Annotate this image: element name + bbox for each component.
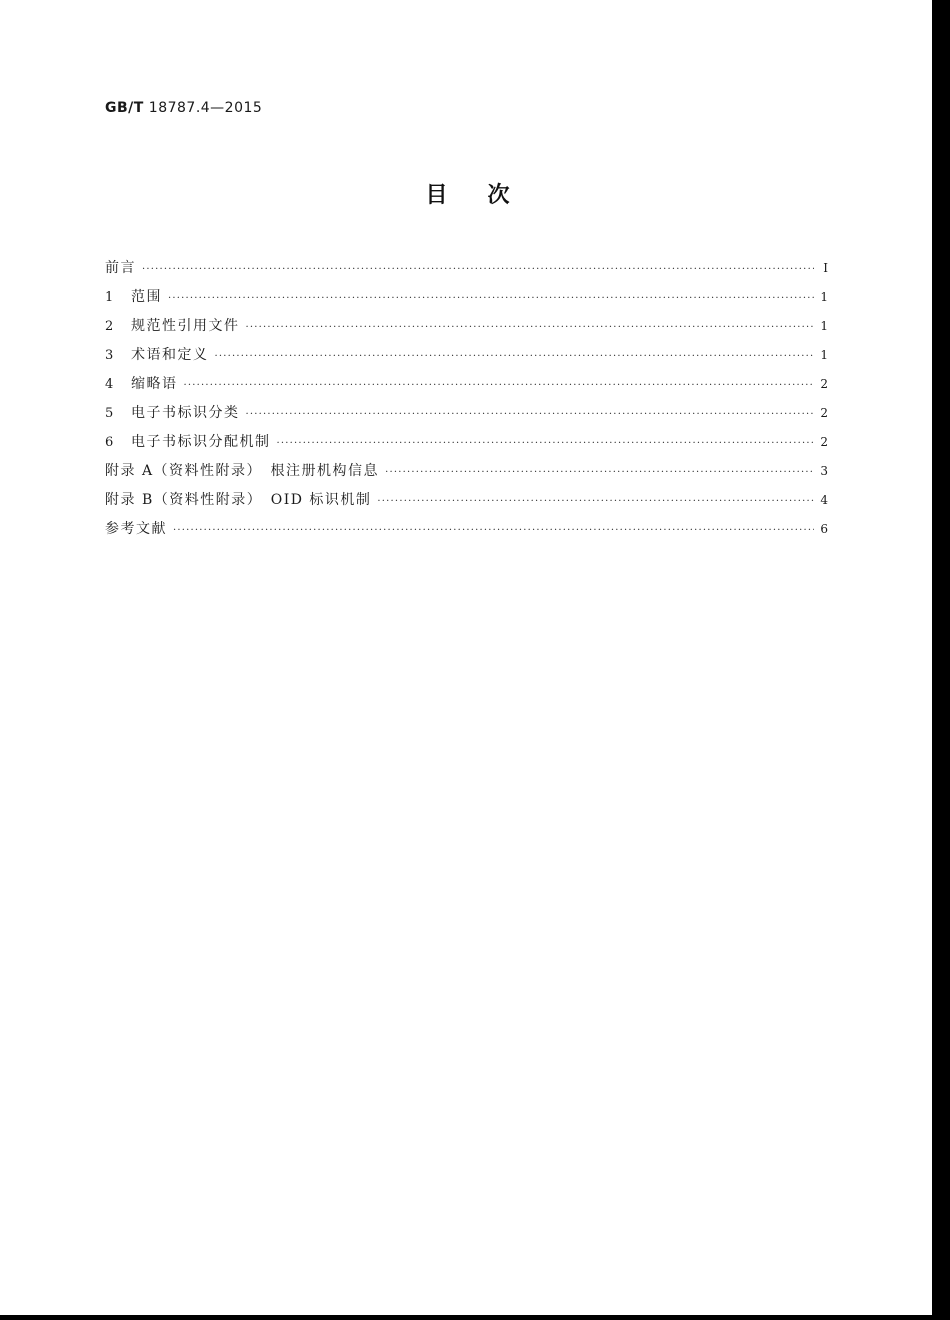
toc-entry-title: 范围 bbox=[131, 289, 162, 305]
table-of-contents bbox=[105, 254, 828, 544]
toc-entry-page: 2 bbox=[820, 406, 828, 420]
toc-dot-leader bbox=[142, 255, 814, 284]
toc-entry-annex-a[interactable] bbox=[105, 457, 828, 486]
page-title-char-1: 目 bbox=[425, 183, 448, 208]
toc-entry-title: 电子书标识分配机制 bbox=[131, 434, 271, 450]
toc-entry-page: 4 bbox=[820, 493, 828, 507]
toc-dot-leader bbox=[184, 371, 815, 400]
toc-entry-terms-definitions[interactable] bbox=[105, 341, 828, 370]
toc-entry-page: 6 bbox=[820, 522, 828, 536]
toc-entry-bibliography[interactable] bbox=[105, 515, 828, 544]
toc-entry-number: 4 bbox=[105, 377, 114, 392]
toc-entry-title: 参考文献 bbox=[105, 521, 167, 537]
toc-entry-title: 缩略语 bbox=[131, 376, 178, 392]
toc-entry-page: 2 bbox=[820, 435, 828, 449]
toc-entry-number: 6 bbox=[105, 435, 114, 450]
toc-dot-leader bbox=[246, 400, 815, 429]
toc-entry-title: 电子书标识分类 bbox=[131, 405, 240, 421]
toc-dot-leader bbox=[277, 429, 815, 458]
scan-edge-right bbox=[932, 0, 950, 1320]
toc-dot-leader bbox=[377, 487, 814, 516]
toc-entry-number: 2 bbox=[105, 319, 114, 334]
toc-entry-title: 附录 A（资料性附录） 根注册机构信息 bbox=[105, 463, 380, 479]
toc-entry-foreword[interactable] bbox=[105, 254, 828, 283]
toc-entry-page: 2 bbox=[820, 377, 828, 391]
toc-dot-leader bbox=[173, 516, 814, 545]
scan-edge-bottom bbox=[0, 1315, 950, 1320]
toc-entry-page: 3 bbox=[820, 464, 828, 478]
standard-code: GB/T bbox=[105, 100, 144, 116]
toc-entry-identifier-classification[interactable] bbox=[105, 399, 828, 428]
standard-number bbox=[105, 100, 262, 116]
toc-dot-leader bbox=[246, 313, 815, 342]
toc-entry-scope[interactable] bbox=[105, 283, 828, 312]
page-title bbox=[0, 178, 935, 209]
toc-entry-normative-references[interactable] bbox=[105, 312, 828, 341]
toc-entry-annex-b[interactable] bbox=[105, 486, 828, 515]
toc-entry-title: 附录 B（资料性附录） OID 标识机制 bbox=[105, 492, 372, 508]
toc-entry-title: 规范性引用文件 bbox=[131, 318, 240, 334]
toc-dot-leader bbox=[168, 284, 814, 313]
toc-entry-number: 1 bbox=[105, 290, 114, 305]
toc-entry-number: 3 bbox=[105, 348, 114, 363]
toc-entry-number: 5 bbox=[105, 406, 114, 421]
toc-dot-leader bbox=[385, 458, 814, 487]
standard-number-value: 18787.4—2015 bbox=[148, 100, 263, 116]
toc-entry-identifier-allocation[interactable] bbox=[105, 428, 828, 457]
toc-entry-page: 1 bbox=[820, 290, 828, 304]
page-title-char-2: 次 bbox=[487, 183, 510, 208]
toc-entry-abbreviations[interactable] bbox=[105, 370, 828, 399]
toc-entry-title: 术语和定义 bbox=[131, 347, 209, 363]
toc-entry-page: 1 bbox=[820, 319, 828, 333]
toc-entry-title: 前言 bbox=[105, 260, 136, 276]
toc-dot-leader bbox=[215, 342, 815, 371]
toc-entry-page: Ⅰ bbox=[823, 261, 828, 275]
toc-entry-page: 1 bbox=[820, 348, 828, 362]
